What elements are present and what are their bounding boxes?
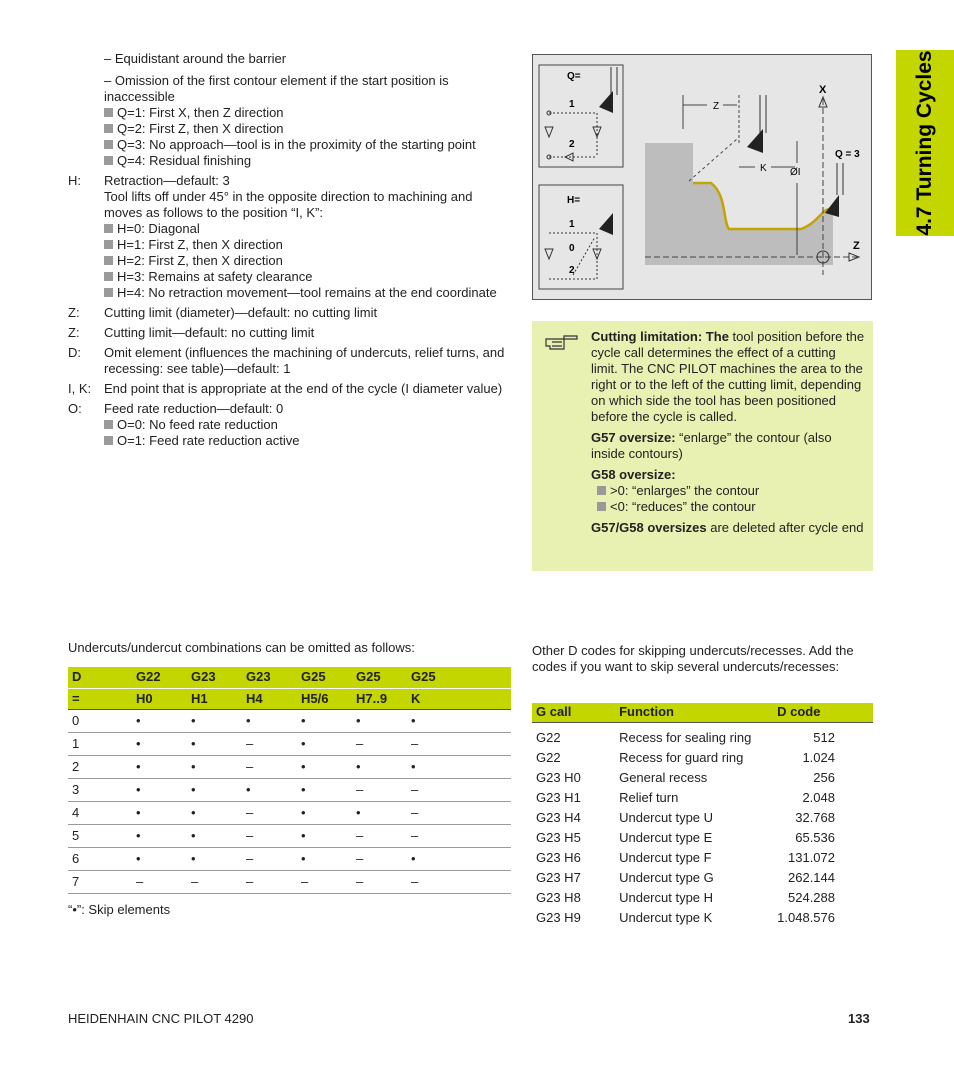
table-cell: •: [293, 847, 348, 870]
table-cell: •: [293, 824, 348, 847]
param-title: Feed rate reduction—default: 0: [104, 401, 284, 416]
table-cell: 4: [68, 801, 128, 824]
param-desc: Tool lifts off under 45° in the opposite direction to machining and moves as follows to the position “I, K”:: [104, 189, 473, 220]
table-row: [68, 732, 511, 755]
h-inset-label: H=: [567, 195, 581, 206]
header-cell: G25: [293, 667, 348, 688]
q-pos-1: 1: [569, 99, 575, 110]
table-cell: –: [238, 870, 293, 893]
table-cell: G23 H5: [536, 830, 581, 845]
table-cell: –: [238, 755, 293, 778]
h-option: H=4: No retraction movement—tool remains at the end coordinate: [104, 285, 514, 301]
bullet-icon: [597, 486, 606, 495]
workpiece-shape: [645, 143, 833, 265]
table-cell: 7: [68, 870, 128, 893]
param-text: Cutting limit—default: no cutting limit: [104, 325, 315, 340]
bullet-icon: [104, 156, 113, 165]
table-header-row: [68, 667, 511, 688]
table-cell: –: [348, 870, 403, 893]
table-row: [68, 824, 511, 847]
header-cell: G23: [183, 667, 238, 688]
table-cell: •: [183, 824, 238, 847]
table-cell: G23 H9: [536, 910, 581, 925]
table-cell: –: [183, 870, 238, 893]
param-z: [68, 325, 514, 341]
note-paragraph: G57 oversize: “enlarge” the contour (also inside contours): [591, 430, 832, 461]
g-code-table: [532, 703, 873, 928]
table-row: [68, 801, 511, 824]
table-cell: –: [348, 824, 403, 847]
table-row: [532, 748, 873, 768]
table-cell: 131.072: [788, 850, 835, 865]
table-cell: –: [293, 870, 348, 893]
table-row: [532, 828, 873, 848]
bullet-icon: [104, 436, 113, 445]
g-table-caption: Other D codes for skipping undercuts/recesses. Add the codes if you want to skip several undercuts/recesses:: [532, 643, 854, 674]
table-row: [532, 788, 873, 808]
table-cell: •: [293, 778, 348, 801]
table-cell: •: [183, 847, 238, 870]
bullet-icon: [597, 502, 606, 511]
table-row: [68, 709, 511, 732]
o-option: O=1: Feed rate reduction active: [104, 433, 514, 449]
table-row: [532, 908, 873, 928]
table-cell: 3: [68, 778, 128, 801]
table-cell: 32.768: [795, 810, 835, 825]
x-axis-label: X: [819, 84, 827, 96]
table-cell: •: [403, 709, 511, 732]
d-code-table: [68, 667, 511, 894]
table-cell: 1: [68, 732, 128, 755]
param-key: H:: [68, 173, 81, 188]
param-key: O:: [68, 401, 82, 416]
q-pos-2: 2: [569, 139, 575, 150]
table-cell: G23 H4: [536, 810, 581, 825]
h-inset-frame: [539, 185, 623, 289]
note-paragraph: Cutting limitation: The tool position before the cycle call determines the effect of a cutting limit. The CNC PILOT machines the area to the right or to the left of the cutting limit, depending on which side the tool has been positioned before the cycle is called.: [591, 329, 865, 424]
table-cell: 512: [813, 730, 835, 746]
header-cell: Function: [611, 703, 773, 722]
table-cell: 1.048.576: [777, 910, 835, 925]
bullet-icon: [104, 240, 113, 249]
q-inset-frame: [539, 65, 623, 167]
o-option: O=0: No feed rate reduction: [104, 417, 514, 433]
header-cell: H4: [238, 688, 293, 709]
chapter-tab-label: 4.7 Turning Cycles: [913, 50, 936, 236]
table-header-row: [532, 703, 873, 722]
table-cell: •: [183, 778, 238, 801]
table-cell: –: [128, 870, 183, 893]
pointing-hand-icon: [544, 331, 580, 353]
table-cell: Relief turn: [619, 790, 679, 805]
table-cell: Undercut type G: [619, 870, 714, 885]
cycle-diagram: [532, 54, 872, 300]
h-option: H=0: Diagonal: [104, 221, 514, 237]
table-cell: 256: [813, 770, 835, 785]
table-cell: •: [293, 755, 348, 778]
param-title: Retraction—default: 3: [104, 173, 230, 188]
table-cell: Undercut type U: [619, 810, 714, 825]
table-cell: –: [348, 778, 403, 801]
q-option: Q=3: No approach—tool is in the proximity of the starting point: [68, 137, 514, 153]
k-dim-label: K: [760, 163, 767, 174]
d-table-caption: Undercuts/undercut combinations can be omitted as follows:: [68, 640, 415, 655]
header-cell: G25: [403, 667, 511, 688]
note-text: [591, 329, 866, 541]
table-cell: G23 H7: [536, 870, 581, 885]
table-cell: 524.288: [788, 890, 835, 905]
q-inset-label: Q=: [567, 71, 581, 82]
q-option: Q=4: Residual finishing: [68, 153, 514, 169]
table-cell: –: [403, 801, 511, 824]
table-cell: 2.048: [802, 790, 835, 805]
z-dim-label: Z: [713, 101, 720, 112]
note-paragraph: G57/G58 oversizes are deleted after cycle end: [591, 520, 864, 535]
table-cell: 262.144: [788, 870, 835, 885]
table-cell: •: [128, 847, 183, 870]
table-cell: •: [128, 801, 183, 824]
table-cell: G23 H0: [536, 770, 581, 785]
param-d: [68, 345, 514, 377]
table-cell: •: [293, 732, 348, 755]
q-option: Q=1: First X, then Z direction: [68, 105, 514, 121]
header-cell: =: [68, 688, 128, 709]
table-row: [532, 808, 873, 828]
table-cell: –: [238, 732, 293, 755]
bullet-icon: [104, 108, 113, 117]
param-key: Z:: [68, 305, 80, 320]
header-cell: H1: [183, 688, 238, 709]
table-cell: •: [348, 801, 403, 824]
d-table-footnote: “•”: Skip elements: [68, 902, 171, 917]
table-cell: Undercut type K: [619, 910, 713, 925]
table-header-row: [68, 688, 511, 709]
table-cell: 1.024: [802, 750, 835, 765]
header-cell: H5/6: [293, 688, 348, 709]
h-option: H=1: First Z, then X direction: [104, 237, 514, 253]
param-ik: [68, 381, 514, 397]
table-cell: •: [293, 801, 348, 824]
table-cell: Undercut type E: [619, 830, 713, 845]
table-cell: General recess: [619, 770, 708, 785]
table-row: [532, 868, 873, 888]
table-cell: Undercut type H: [619, 890, 714, 905]
table-cell: Recess for guard ring: [619, 750, 744, 765]
table-cell: –: [403, 732, 511, 755]
bullet-icon: [104, 420, 113, 429]
table-cell: •: [348, 709, 403, 732]
page-number: 133: [848, 1011, 870, 1026]
table-cell: •: [128, 778, 183, 801]
table-row: [532, 722, 873, 748]
tool-insert-icon: [747, 129, 763, 153]
intro-line: – Omission of the first contour element if the start position is inaccessible: [104, 73, 449, 104]
table-row: [68, 870, 511, 893]
table-cell: 65.536: [795, 830, 835, 845]
param-key: I, K:: [68, 381, 92, 396]
table-cell: G22: [536, 750, 561, 765]
table-cell: –: [403, 870, 511, 893]
table-cell: •: [183, 755, 238, 778]
q-option: Q=2: First Z, then X direction: [68, 121, 514, 137]
param-text: Omit element (influences the machining of undercuts, relief turns, and recessing: see table)—default: 1: [104, 345, 505, 376]
intro-line: – Equidistant around the barrier: [104, 51, 287, 66]
param-text: End point that is appropriate at the end of the cycle (I diameter value): [104, 381, 503, 396]
table-row: [532, 848, 873, 868]
chapter-tab: [896, 50, 954, 236]
param-key: Z:: [68, 325, 80, 340]
table-cell: G23 H8: [536, 890, 581, 905]
header-cell: G23: [238, 667, 293, 688]
table-row: [532, 888, 873, 908]
table-cell: 2: [68, 755, 128, 778]
table-cell: –: [348, 847, 403, 870]
table-cell: •: [183, 709, 238, 732]
header-cell: G call: [532, 703, 611, 722]
param-o: [68, 401, 514, 449]
table-cell: Undercut type F: [619, 850, 712, 865]
table-row: [68, 755, 511, 778]
i-dim-label: ØI: [790, 167, 801, 178]
bullet-icon: [104, 256, 113, 265]
table-cell: –: [348, 732, 403, 755]
bullet-icon: [104, 140, 113, 149]
table-cell: •: [238, 709, 293, 732]
table-cell: •: [238, 778, 293, 801]
cycle-diagram-svg: [533, 55, 871, 299]
header-cell: D code: [773, 703, 873, 722]
param-text: Cutting limit (diameter)—default: no cutting limit: [104, 305, 378, 320]
table-cell: 5: [68, 824, 128, 847]
h-pos-2: 2: [569, 265, 575, 276]
param-z-diameter: [68, 305, 514, 321]
table-cell: –: [403, 778, 511, 801]
h-pos-0: 0: [569, 243, 575, 254]
table-cell: •: [183, 801, 238, 824]
table-cell: •: [403, 847, 511, 870]
table-cell: 6: [68, 847, 128, 870]
bullet-icon: [104, 224, 113, 233]
q3-label: Q = 3: [835, 149, 860, 160]
table-cell: G22: [536, 730, 561, 746]
bullet-icon: [104, 124, 113, 133]
z-axis-label: Z: [853, 240, 860, 252]
table-cell: •: [128, 709, 183, 732]
note-box: [532, 321, 873, 571]
table-cell: G23 H6: [536, 850, 581, 865]
table-cell: 0: [68, 709, 128, 732]
table-cell: •: [128, 824, 183, 847]
bullet-icon: [104, 288, 113, 297]
table-cell: –: [238, 824, 293, 847]
parameter-list: [68, 51, 514, 449]
header-cell: H7..9: [348, 688, 403, 709]
table-cell: –: [403, 824, 511, 847]
note-heading: G58 oversize:: [591, 467, 676, 482]
table-cell: •: [128, 755, 183, 778]
footer-title: HEIDENHAIN CNC PILOT 4290: [68, 1011, 254, 1026]
param-h: [68, 173, 514, 301]
table-row: [68, 847, 511, 870]
table-cell: •: [403, 755, 511, 778]
param-key: D:: [68, 345, 81, 360]
h-option: H=2: First Z, then X direction: [104, 253, 514, 269]
table-cell: G23 H1: [536, 790, 581, 805]
header-cell: H0: [128, 688, 183, 709]
table-cell: •: [183, 732, 238, 755]
table-cell: –: [238, 847, 293, 870]
h-pos-1: 1: [569, 219, 575, 230]
table-row: [532, 768, 873, 788]
table-cell: •: [128, 732, 183, 755]
table-cell: –: [238, 801, 293, 824]
note-item: >0: “enlarges” the contour: [591, 483, 866, 499]
table-cell: •: [348, 755, 403, 778]
bullet-icon: [104, 272, 113, 281]
h-option: H=3: Remains at safety clearance: [104, 269, 514, 285]
note-item: <0: “reduces” the contour: [591, 499, 866, 515]
table-cell: •: [293, 709, 348, 732]
header-cell: D: [68, 667, 128, 688]
header-cell: G22: [128, 667, 183, 688]
table-cell: Recess for sealing ring: [619, 730, 752, 746]
header-cell: K: [403, 688, 511, 709]
table-row: [68, 778, 511, 801]
header-cell: G25: [348, 667, 403, 688]
